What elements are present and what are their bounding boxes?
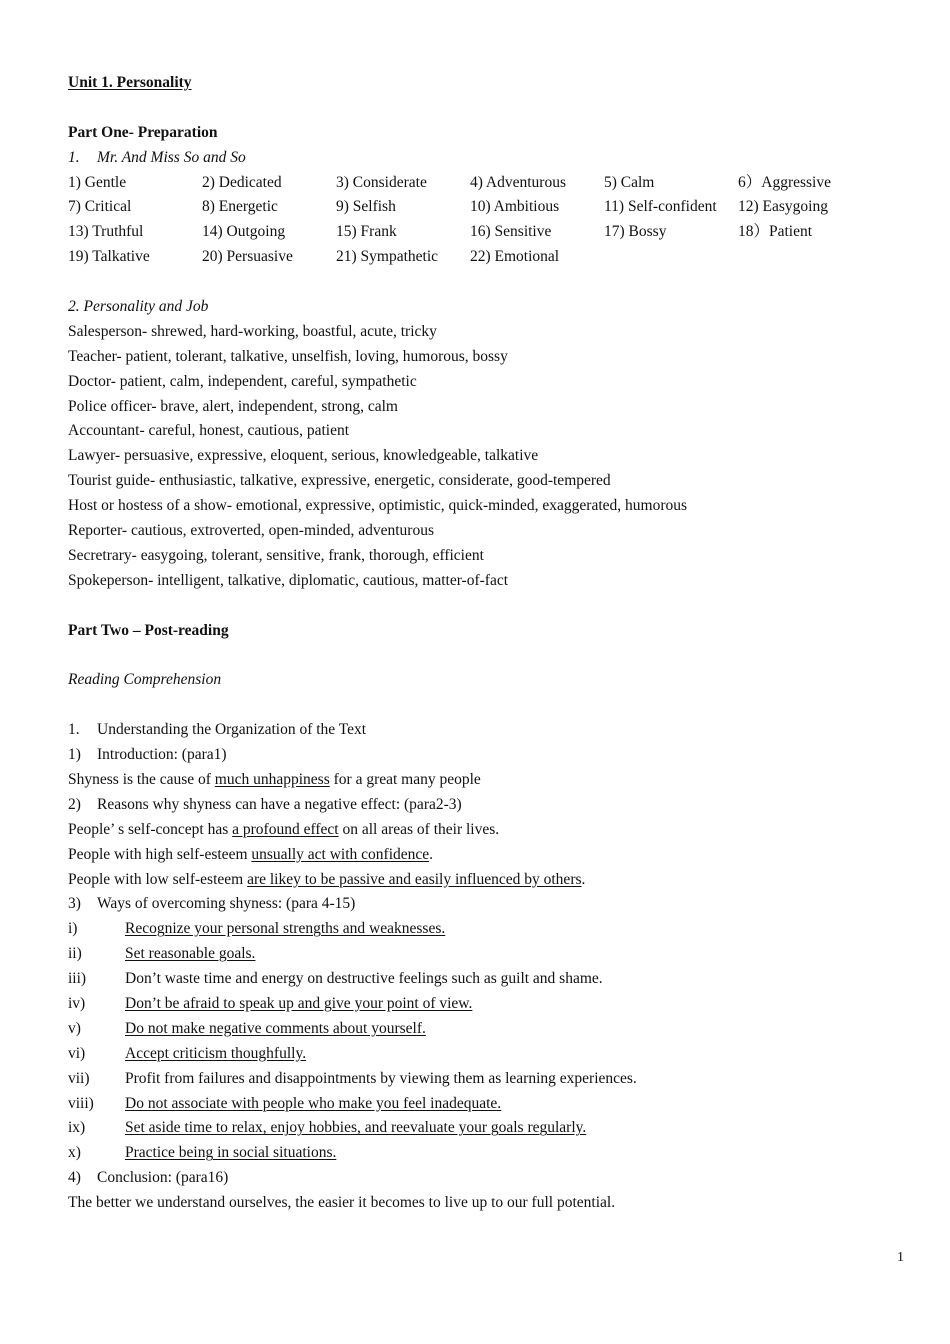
ways-list bbox=[68, 917, 898, 1166]
conclusion-item: 4) Conclusion: (para16) bbox=[68, 1169, 229, 1187]
way-item: i) Recognize your personal strengths and weaknesses. bbox=[68, 920, 446, 938]
adjective-cell: 4) Adventurous bbox=[470, 173, 567, 191]
adjective-cell: 19) Talkative bbox=[68, 248, 150, 266]
adjective-cell: 11) Self-confident bbox=[604, 198, 717, 216]
adjective-cell: 17) Bossy bbox=[604, 223, 667, 241]
job-line: Host or hostess of a show- emotional, expressive, optimistic, quick-minded, exaggerated, humorous bbox=[68, 497, 688, 515]
adjective-cell: 21) Sympathetic bbox=[336, 248, 439, 266]
job-list bbox=[68, 320, 898, 594]
reasons-item: 2) Reasons why shyness can have a negative effect: (para2-3) bbox=[68, 795, 462, 813]
job-line: Secretrary- easygoing, tolerant, sensitive, frank, thorough, efficient bbox=[68, 546, 484, 564]
adjective-cell: 9) Selfish bbox=[336, 198, 396, 216]
way-item: viii) Do not associate with people who make you feel inadequate. bbox=[68, 1094, 502, 1112]
adjective-cell: 20) Persuasive bbox=[202, 248, 293, 266]
introduction-item: 1) Introduction: (para1) bbox=[68, 746, 227, 764]
section2-title: 2. Personality and Job bbox=[68, 298, 209, 316]
organization-item: 1. Understanding the Organization of the Text bbox=[68, 721, 367, 739]
adjective-cell: 13) Truthful bbox=[68, 223, 144, 241]
job-line: Lawyer- persuasive, expressive, eloquent, serious, knowledgeable, talkative bbox=[68, 447, 539, 465]
job-line: Police officer- brave, alert, independent, strong, calm bbox=[68, 397, 398, 415]
adjective-row bbox=[68, 245, 898, 270]
way-item: vii) Profit from failures and disappointments by viewing them as learning experiences. bbox=[68, 1069, 637, 1087]
adjective-cell: 2) Dedicated bbox=[202, 173, 282, 191]
adjective-cell: 14) Outgoing bbox=[202, 223, 286, 241]
job-line: Doctor- patient, calm, independent, careful, sympathetic bbox=[68, 372, 417, 390]
way-item: ii) Set reasonable goals. bbox=[68, 945, 256, 963]
adjective-cell: 10) Ambitious bbox=[470, 198, 560, 216]
adjective-cell: 3) Considerate bbox=[336, 173, 427, 191]
job-line: Spokeperson- intelligent, talkative, diplomatic, cautious, matter-of-fact bbox=[68, 571, 509, 589]
adjective-cell: 7) Critical bbox=[68, 198, 132, 216]
reading-comprehension-heading: Reading Comprehension bbox=[68, 671, 222, 689]
part-two-heading: Part Two – Post-reading bbox=[68, 621, 229, 639]
adjective-cell: 12) Easygoing bbox=[738, 198, 828, 216]
adjective-cell: 15) Frank bbox=[336, 223, 397, 241]
document-page bbox=[68, 71, 898, 1216]
way-item: iii) Don’t waste time and energy on destructive feelings such as guilt and shame. bbox=[68, 970, 603, 988]
job-line: Tourist guide- enthusiastic, talkative, expressive, energetic, considerate, good-tempered bbox=[68, 472, 611, 490]
page-number: 1 bbox=[897, 1250, 904, 1265]
conclusion-sentence: The better we understand ourselves, the easier it becomes to live up to our full potential. bbox=[68, 1194, 616, 1212]
job-line: Teacher- patient, tolerant, talkative, unselfish, loving, humorous, bossy bbox=[68, 347, 508, 365]
section1-title: 1. Mr. And Miss So and So bbox=[68, 148, 246, 166]
way-item: x) Practice being in social situations. bbox=[68, 1144, 337, 1162]
adjective-cell: 8) Energetic bbox=[202, 198, 278, 216]
adjective-cell: 6）Aggressive bbox=[738, 173, 831, 191]
adjective-row bbox=[68, 171, 898, 196]
way-item: v) Do not make negative comments about yourself. bbox=[68, 1019, 426, 1037]
job-line: Reporter- cautious, extroverted, open-minded, adventurous bbox=[68, 522, 434, 540]
job-line: Accountant- careful, honest, cautious, patient bbox=[68, 422, 350, 440]
reason-sentence: People’ s self-concept has a profound effect on all areas of their lives. bbox=[68, 820, 500, 838]
unit-title: Unit 1. Personality bbox=[68, 74, 192, 91]
adjective-row bbox=[68, 195, 898, 220]
adjective-row bbox=[68, 220, 898, 245]
adjective-cell: 18）Patient bbox=[738, 223, 813, 241]
adjective-cell bbox=[738, 245, 872, 270]
way-item: ix) Set aside time to relax, enjoy hobbies, and reevaluate your goals regularly. bbox=[68, 1119, 587, 1137]
adjective-cell: 5) Calm bbox=[604, 173, 655, 191]
job-line: Salesperson- shrewed, hard-working, boastful, acute, tricky bbox=[68, 322, 437, 340]
reason-sentence: People with high self-esteem unsually act with confidence. bbox=[68, 845, 434, 863]
adjective-cell bbox=[604, 245, 738, 270]
way-item: vi) Accept criticism thoughfully. bbox=[68, 1044, 307, 1062]
ways-item: 3) Ways of overcoming shyness: (para 4-15) bbox=[68, 895, 356, 913]
introduction-sentence: Shyness is the cause of much unhappiness for a great many people bbox=[68, 770, 481, 788]
reason-sentence: People with low self-esteem are likey to be passive and easily influenced by others. bbox=[68, 870, 586, 888]
adjective-cell: 16) Sensitive bbox=[470, 223, 552, 241]
adjective-cell: 1) Gentle bbox=[68, 173, 127, 191]
adjective-grid bbox=[68, 171, 898, 271]
part-one-heading: Part One- Preparation bbox=[68, 123, 218, 141]
way-item: iv) Don’t be afraid to speak up and give your point of view. bbox=[68, 994, 473, 1012]
adjective-cell: 22) Emotional bbox=[470, 248, 560, 266]
